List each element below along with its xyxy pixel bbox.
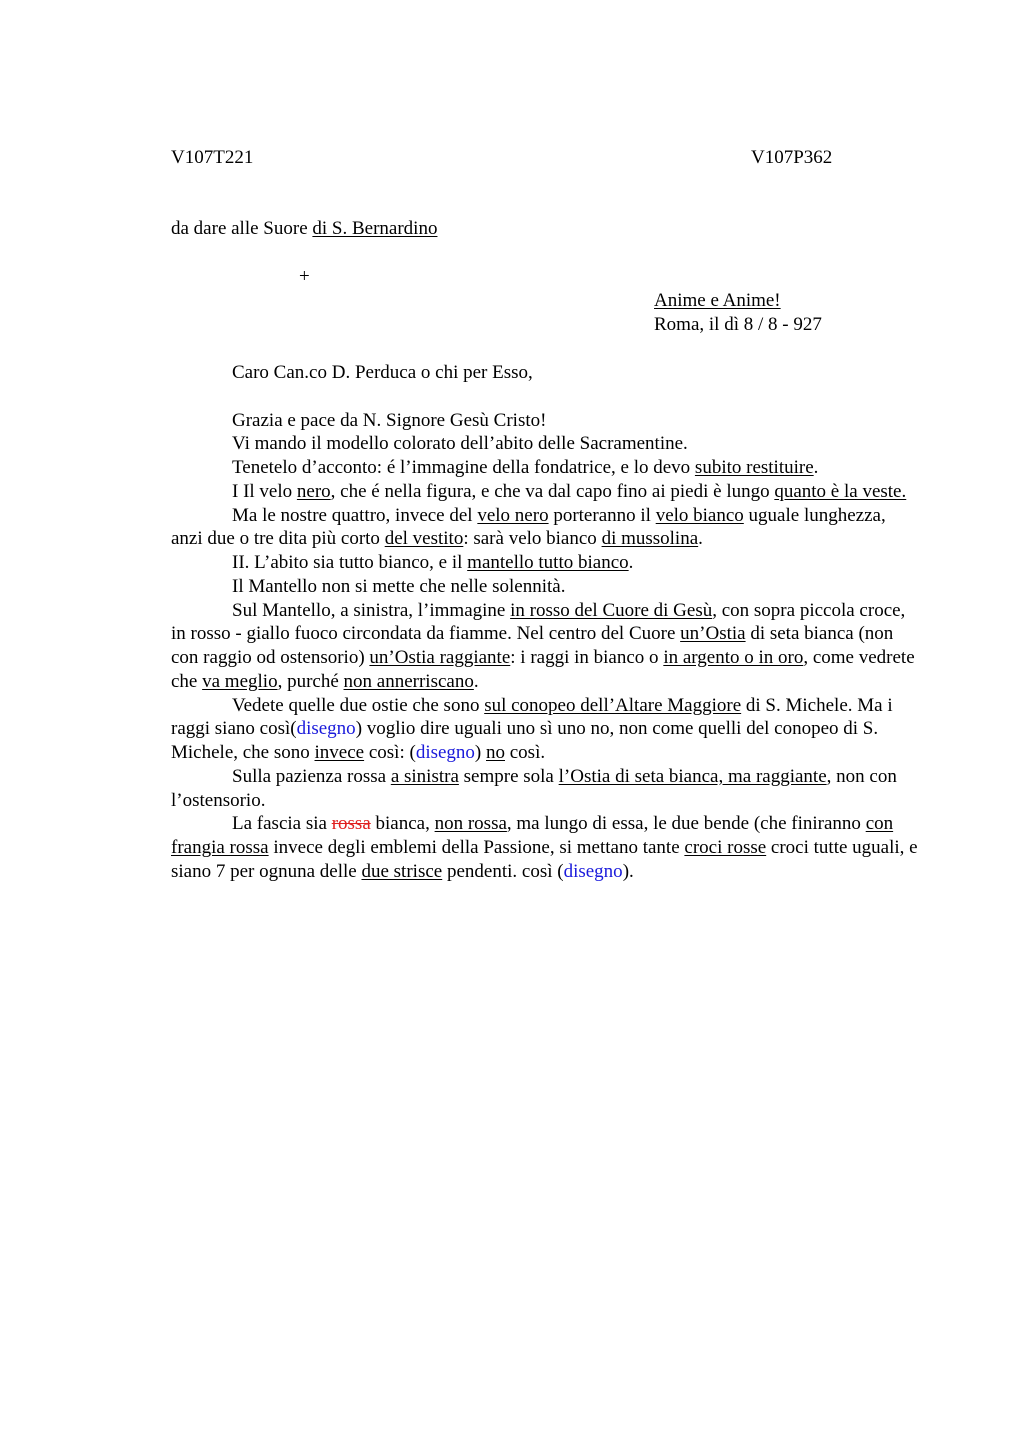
letter-paragraph (171, 432, 921, 456)
letter-paragraph (171, 504, 921, 552)
underlined-text: va meglio (202, 670, 278, 692)
drawing-placeholder: disegno (296, 718, 356, 740)
struck-text: rossa (331, 813, 371, 835)
text-run: . (698, 528, 703, 550)
text-run: II. L’abito sia tutto bianco, e il (232, 552, 468, 573)
text-run: ) (474, 742, 486, 763)
text-run: : sarà velo bianco (463, 528, 602, 550)
text-run: La fascia sia (232, 813, 332, 835)
text-run: , che é nella figura, e che va dal capo fino ai piedi è lungo (330, 480, 775, 502)
underlined-text: sul conopeo dell’Altare Maggiore (484, 694, 742, 716)
underlined-text: subito restituire (694, 457, 814, 478)
letter-paragraph (171, 456, 921, 480)
text-run: . (813, 457, 819, 478)
text-run: sempre sola (458, 765, 559, 787)
text-run: . (473, 670, 479, 692)
underlined-text: croci rosse (684, 837, 767, 858)
drawing-placeholder: disegno (563, 860, 623, 882)
letter-paragraph (171, 409, 921, 433)
cross-mark: + (299, 266, 310, 287)
text-run: Vi mando il modello colorato dell’abito delle Sacramentine. (232, 433, 688, 455)
text-run: , con sopra piccola croce, in rosso - giallo fuoco circondata da fiamme. Nel centro del Cuore (171, 599, 906, 645)
destination-prefix: da dare alle Suore (171, 218, 313, 239)
underlined-text: no (486, 742, 505, 763)
text-run: , purché (277, 670, 344, 692)
text-run: Ma le nostre quattro, invece del (232, 504, 478, 526)
letter-paragraph (171, 812, 921, 883)
document-code-left: V107T221 (171, 147, 254, 168)
text-run: così. (505, 742, 546, 763)
letter-paragraph (171, 551, 921, 575)
underlined-text: quanto è la veste. (774, 480, 907, 502)
text-run: Vedete quelle due ostie che sono (232, 694, 485, 716)
salutation: Caro Can.co D. Perduca o chi per Esso, (232, 362, 533, 383)
underlined-text: l’Ostia di seta bianca, ma raggiante (558, 765, 827, 787)
underlined-text: un’Ostia raggiante (369, 647, 511, 668)
underlined-text: non annerriscano (343, 670, 474, 692)
drawing-placeholder: disegno (415, 742, 475, 763)
underlined-text: velo bianco (655, 504, 744, 526)
place-date: Roma, il dì 8 / 8 - 927 (654, 314, 822, 335)
text-run: , ma lungo di essa, le due bende (che finiranno (506, 813, 866, 835)
text-run: così: ( (364, 742, 416, 763)
underlined-text: del vestito (384, 528, 464, 550)
text-run: Sul Mantello, a sinistra, l’immagine (232, 599, 511, 621)
letter-body (171, 361, 921, 884)
text-run: ) voglio dire uguali uno sì uno no, non come quelli del conopeo di S. Michele, che sono (171, 718, 879, 763)
document-code-right: V107P362 (751, 147, 833, 168)
text-run: bianca, (370, 813, 435, 835)
text-run: uguale lunghezza, anzi due o tre dita più corto (171, 504, 886, 550)
text-run: croci tutte uguali, e siano 7 per ognuna delle (171, 837, 918, 882)
text-run: di seta bianca (non con raggio od ostensorio) (171, 623, 894, 668)
text-run: Il Mantello non si mette che nelle solennità. (232, 575, 566, 597)
underlined-text: in argento o in oro (663, 647, 804, 668)
underlined-text: un’Ostia (680, 623, 746, 645)
letter-paragraph (171, 599, 921, 694)
text-run: di S. Michele. Ma i raggi siano così( (171, 694, 893, 740)
text-run: invece degli emblemi della Passione, si mettano tante (268, 837, 685, 858)
underlined-text: in rosso del Cuore di Gesù (510, 599, 713, 621)
underlined-text: non rossa (434, 813, 507, 835)
text-run: I Il velo (232, 480, 297, 502)
text-run: . (628, 552, 634, 573)
date-block (654, 289, 822, 337)
underlined-text: di mussolina (601, 528, 699, 550)
text-run: Tenetelo d’acconto: é l’immagine della fondatrice, e lo devo (232, 457, 695, 478)
underlined-text: invece (314, 742, 365, 763)
text-run: , non con l’ostensorio. (171, 765, 897, 811)
underlined-text: mantello tutto bianco (467, 552, 629, 573)
text-run: : i raggi in bianco o (510, 647, 664, 668)
text-run: , come vedrete che (171, 647, 915, 692)
letter-paragraph (171, 694, 921, 765)
underlined-text: velo nero (477, 504, 549, 526)
motto: Anime e Anime! (654, 290, 781, 311)
underlined-text: con frangia rossa (171, 813, 894, 858)
destination-underlined: di S. Bernardino (312, 218, 438, 239)
text-run: ). (622, 860, 634, 882)
destination-line (171, 217, 437, 241)
letter-paragraph (171, 480, 921, 504)
underlined-text: nero (296, 480, 331, 502)
letter-paragraphs (171, 409, 921, 884)
underlined-text: a sinistra (390, 765, 459, 787)
underlined-text: due strisce (361, 860, 443, 882)
text-run: porteranno il (548, 504, 656, 526)
text-run: Grazia e pace da N. Signore Gesù Cristo! (232, 409, 547, 431)
letter-paragraph (171, 575, 921, 599)
text-run: pendenti. così ( (442, 860, 564, 882)
text-run: Sulla pazienza rossa (232, 765, 391, 787)
letter-paragraph (171, 765, 921, 813)
